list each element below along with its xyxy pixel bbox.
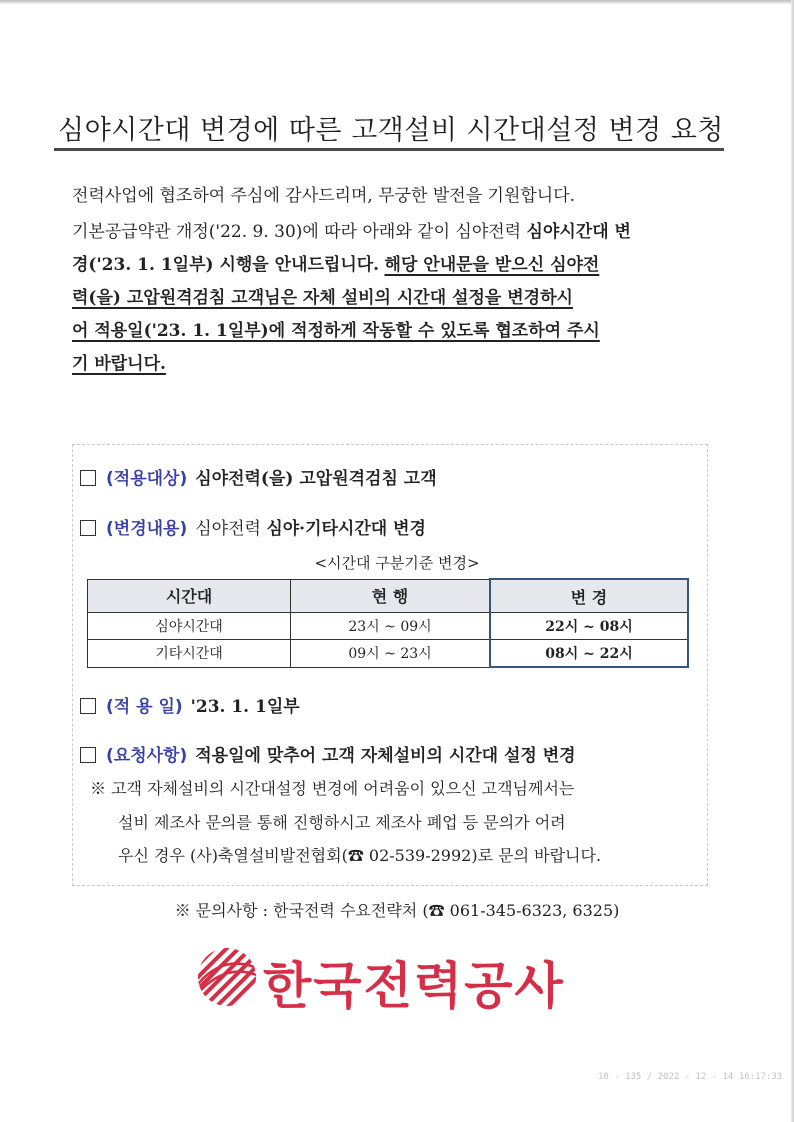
- intro-line-6-underlined: 기 바랍니다.: [72, 354, 166, 374]
- intro-line-2: [72, 216, 732, 249]
- checkbox-icon: [80, 520, 96, 536]
- intro-line-6: [72, 348, 732, 381]
- page-title: 심야시간대 변경에 따른 고객설비 시간대설정 변경 요청: [58, 115, 724, 146]
- table-header-cell: 시간대: [88, 579, 291, 613]
- item-target: [80, 464, 437, 489]
- intro-greeting: 전력사업에 협조하여 주심에 감사드리며, 무궁한 발전을 기원합니다.: [72, 186, 576, 206]
- table-cell: 심야시간대: [88, 613, 291, 640]
- table-cell: 기타시간대: [88, 640, 291, 668]
- table-header-row: [88, 579, 689, 613]
- table-cell: 22시 ~ 08시: [490, 613, 688, 640]
- contact-info: ※ 문의사항 : 한국전력 수요전략처 (☎ 061-345-6323, 6325): [174, 901, 620, 920]
- intro-body: [72, 216, 732, 381]
- item-date: [80, 692, 300, 717]
- table-cell: 09시 ~ 23시: [291, 640, 491, 668]
- item-change-text: 심야전력: [195, 519, 267, 539]
- intro-line-3-underlined: 해당 안내문을 받으신 심야전: [384, 255, 600, 275]
- table-caption: <시간대 구분기준 변경>: [314, 554, 480, 572]
- checkbox-icon: [80, 470, 96, 486]
- item-date-text: '23. 1. 1일부: [190, 697, 300, 717]
- checkbox-icon: [80, 747, 96, 763]
- kepco-logo-text: 한국전력공사: [263, 957, 565, 1015]
- page-edge-top: [0, 0, 794, 4]
- checkbox-icon: [80, 698, 96, 714]
- item-request-tag: (요청사항): [106, 746, 188, 766]
- intro-line-4-underlined: 력(을) 고압원격검침 고객님은 자체 설비의 시간대 설정을 변경하시: [72, 288, 573, 308]
- intro-line-3: [72, 249, 732, 282]
- intro-line-5-underlined: 어 적용일('23. 1. 1일부)에 적정하게 작동할 수 있도록 협조하여 주시: [72, 321, 600, 341]
- table-row: [88, 640, 689, 668]
- kepco-logo: [193, 942, 593, 1015]
- item-date-tag: (적 용 일): [106, 697, 183, 717]
- table-cell: 08시 ~ 22시: [490, 640, 688, 668]
- table-header-cell: 현 행: [291, 579, 491, 613]
- note-line-2: 설비 제조사 문의를 통해 진행하시고 제조사 폐업 등 문의가 어려: [118, 813, 566, 832]
- intro-line-2-text: 기본공급약관 개정('22. 9. 30)에 따라 아래와 같이 심야전력: [72, 222, 527, 242]
- item-change-text-bold: 심야·기타시간대 변경: [266, 519, 426, 539]
- item-change: [80, 514, 426, 539]
- fax-timestamp: 10 - 135 / 2022 - 12 - 14 16:17:33: [598, 1072, 783, 1082]
- item-request: [80, 741, 576, 766]
- intro-line-5: [72, 315, 732, 348]
- time-zone-table: [87, 578, 689, 668]
- intro-line-2-bold: 심야시간대 변: [526, 222, 631, 242]
- intro-line-3-bold: 경('23. 1. 1일부) 시행을 안내드립니다.: [72, 255, 380, 275]
- table-cell: 23시 ~ 09시: [291, 613, 491, 640]
- note-line-3: 우신 경우 (사)축열설비발전협회(☎ 02-539-2992)로 문의 바랍니다.: [118, 846, 602, 865]
- kepco-emblem-icon: [193, 944, 261, 1010]
- item-target-text: 심야전력(을) 고압원격검침 고객: [195, 469, 437, 489]
- title-underline: [54, 148, 724, 151]
- item-target-tag: (적용대상): [106, 469, 188, 489]
- item-request-text: 적용일에 맞추어 고객 자체설비의 시간대 설정 변경: [195, 746, 576, 766]
- intro-line-4: [72, 282, 732, 315]
- item-change-tag: (변경내용): [106, 519, 188, 539]
- table-row: [88, 613, 689, 640]
- note-line-1: ※ 고객 자체설비의 시간대설정 변경에 어려움이 있으신 고객님께서는: [90, 779, 575, 798]
- table-header-cell: 변 경: [490, 579, 688, 613]
